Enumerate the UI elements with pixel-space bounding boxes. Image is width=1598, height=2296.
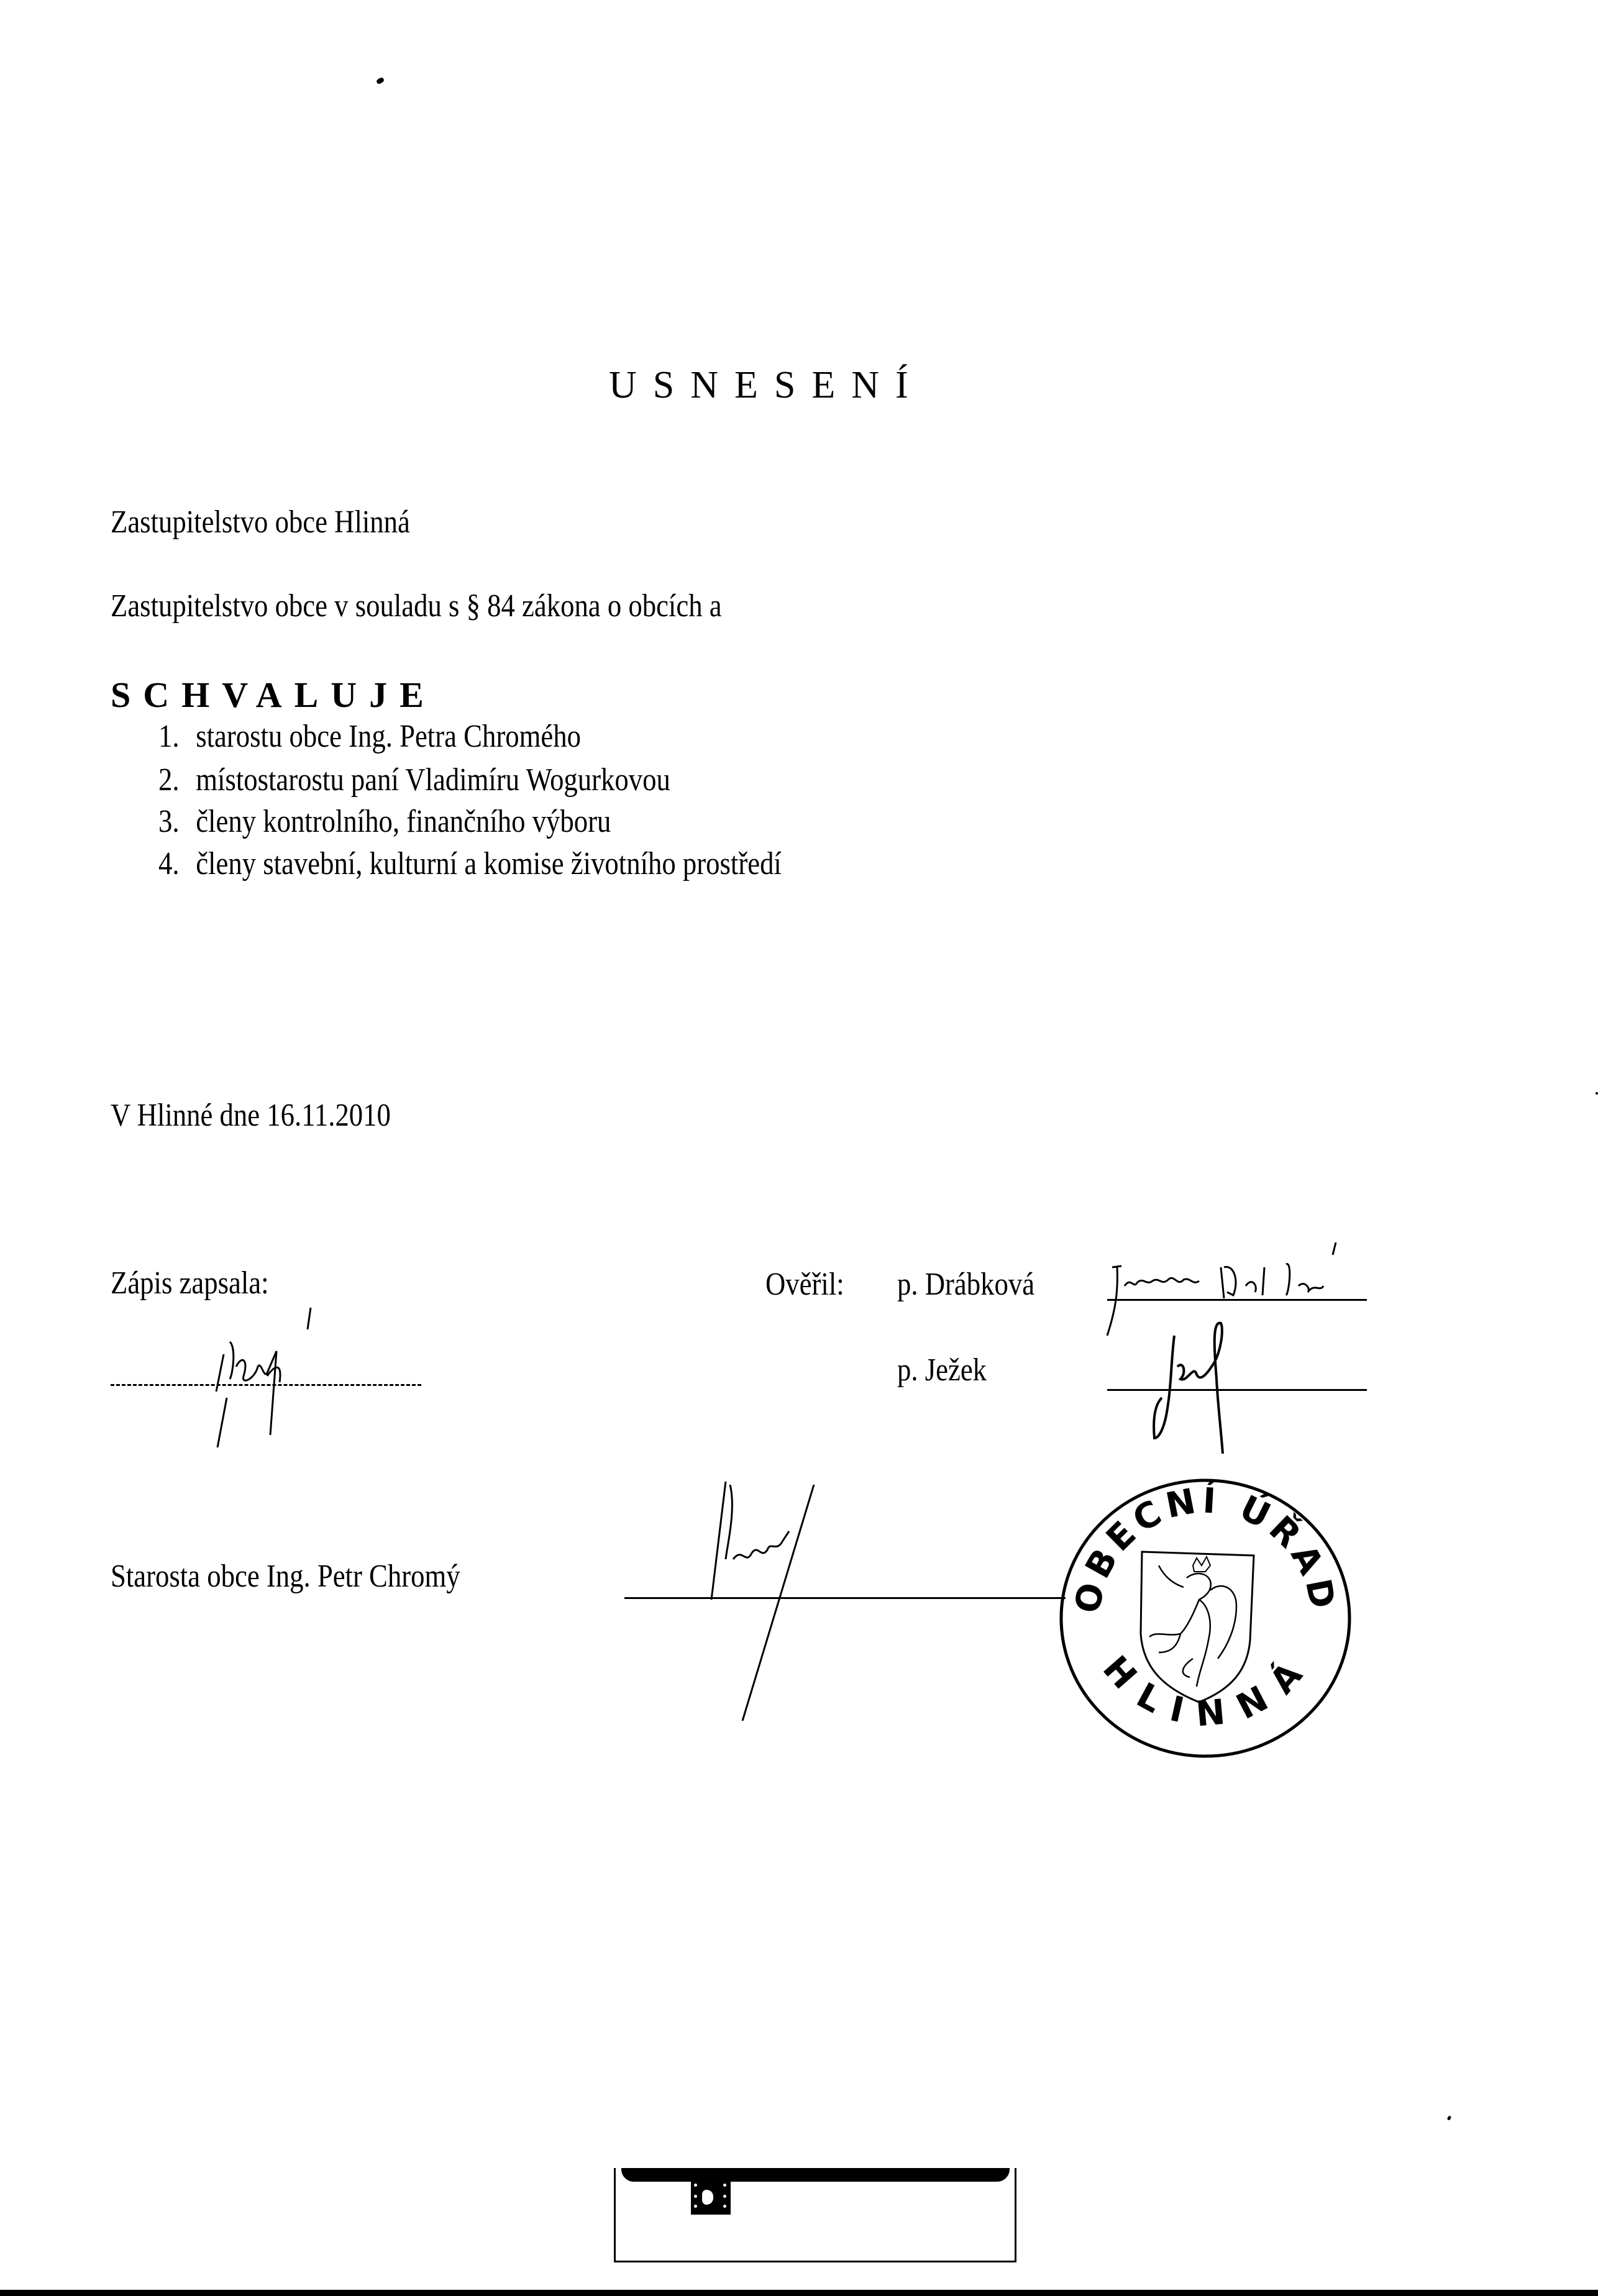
list-number: 4.	[158, 846, 180, 882]
film-strip-icon	[691, 2177, 731, 2215]
list-number: 2.	[158, 762, 180, 798]
verifier-2-name: p. Ježek	[897, 1352, 987, 1388]
list-number: 3.	[158, 804, 180, 839]
list-item	[158, 806, 611, 838]
mayor-signature	[690, 1472, 888, 1721]
recorder-signature	[205, 1305, 354, 1447]
svg-text:HLINNÁ	[1095, 1648, 1316, 1734]
footer-frame	[614, 2168, 1016, 2262]
council-line: Zastupitelstvo obce Hlinná	[111, 504, 410, 540]
verified-label: Ověřil:	[765, 1267, 844, 1302]
list-number: 1.	[158, 719, 180, 754]
scan-edge-bar	[0, 2290, 1598, 2296]
resolution-verb: SCHVALUJE	[111, 675, 436, 715]
legal-basis-line: Zastupitelstvo obce v souladu s § 84 zákona o obcích a	[111, 588, 722, 624]
list-text: členy kontrolního, finančního výboru	[196, 804, 611, 839]
list-text: místostarostu paní Vladimíru Wogurkovou	[196, 762, 670, 798]
stamp-bottom-text: HLINNÁ	[1095, 1648, 1317, 1735]
place-date: V Hlinné dne 16.11.2010	[111, 1098, 391, 1133]
mayor-label: Starosta obce Ing. Petr Chromý	[111, 1559, 460, 1594]
footer-header-bar	[621, 2168, 1010, 2182]
recorder-label: Zápis zapsala:	[111, 1265, 269, 1301]
stamp-top-text: OBECNÍ ÚŘAD	[1067, 1480, 1344, 1617]
verifier-2-signature	[1137, 1305, 1261, 1454]
verifier-1-name: p. Drábková	[897, 1267, 1035, 1302]
list-item	[158, 764, 670, 796]
scan-speck	[1596, 1092, 1598, 1095]
lion-coat-of-arms-icon	[1141, 1552, 1254, 1702]
document-title: USNESENÍ	[609, 364, 925, 406]
official-stamp	[1050, 1472, 1361, 1764]
list-item	[158, 848, 782, 880]
list-item	[158, 721, 581, 753]
scan-speck	[1447, 2115, 1452, 2121]
list-text: členy stavební, kulturní a komise životního prostředí	[196, 846, 782, 882]
scan-speck	[376, 77, 385, 85]
list-text: starostu obce Ing. Petra Chromého	[196, 719, 581, 754]
